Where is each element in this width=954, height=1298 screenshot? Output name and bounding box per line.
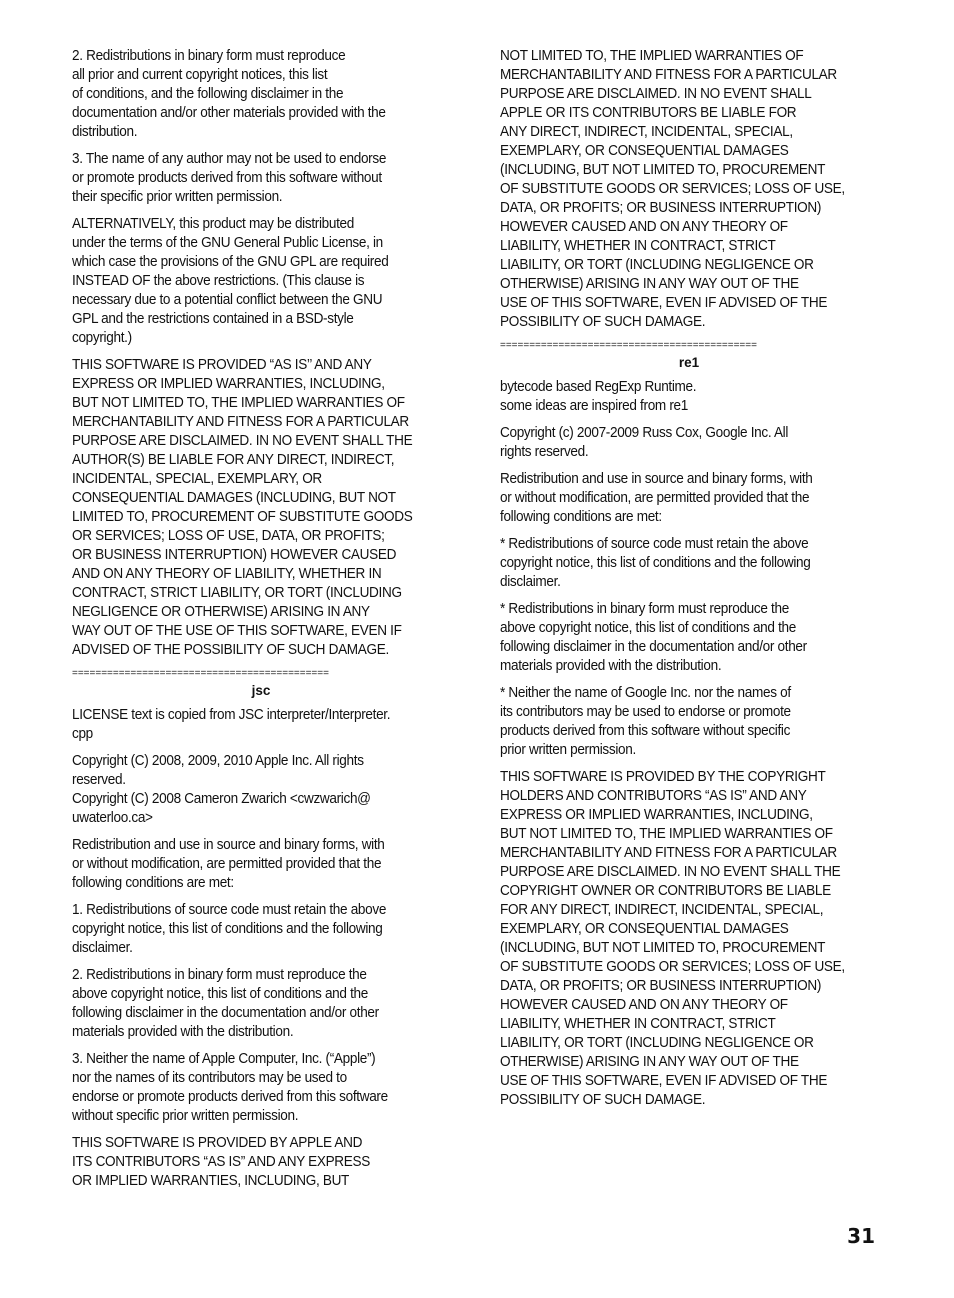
paragraph: * Redistributions in binary form must reproduce the above copyright notice, this list of conditions and the following disclaimer in the documentation and/or other materials provided with the distribution. [500,601,807,674]
paragraph: LICENSE text is copied from JSC interpreter/Interpreter. cpp [72,707,391,742]
paragraph: NOT LIMITED TO, THE IMPLIED WARRANTIES OF MERCHANTABILITY AND FITNESS FOR A PARTICULAR PURPOSE ARE DISCLAIMED. IN NO EVENT SHALL APPLE OR ITS CONTRIBUTORS BE LIABLE FOR ANY DIRECT, INDIRECT, INCIDENTAL, SPECIAL, EXEMPLARY, OR CONSEQUENTIAL DAMAGES (INCLUDING, BUT NOT LIMITED TO, PROCUREMENT OF SUBSTITUTE GOODS OR SERVICES; LOSS OF USE, DATA, OR PROFITS; OR BUSINESS INTERRUPTION) HOWEVER CAUSED AND ON ANY THEORY OF LIABILITY, WHETHER IN CONTRACT, STRICT LIABILITY, OR TORT (INCLUDING NEGLIGENCE OR OTHERWISE) ARISING IN ANY WAY OUT OF THE USE OF THIS SOFTWARE, EVEN IF ADVISED OF THE POSSIBILITY OF SUCH DAMAGE. [500,48,845,330]
paragraph: Redistribution and use in source and binary forms, with or without modification, are permitted provided that the following conditions are met: [72,837,385,891]
paragraph: 3. Neither the name of Apple Computer, Inc. (“Apple”) nor the names of its contributors may be used to endorse or promote products derived from this software without specific prior written permission. [72,1051,388,1124]
paragraph: 1. Redistributions of source code must retain the above copyright notice, this list of conditions and the following disclaimer. [72,902,387,956]
paragraph: bytecode based RegExp Runtime. some ideas are inspired from re1 [500,379,697,414]
section-title-jsc: jsc [251,683,271,698]
paragraph: * Redistributions of source code must retain the above copyright notice, this list of conditions and the following disclaimer. [500,536,811,590]
left-text-block-b [72,706,450,1191]
paragraph: Copyright (c) 2007-2009 Russ Cox, Google Inc. All rights reserved. [500,425,789,460]
paragraph: 2. Redistributions in binary form must reproduce all prior and current copyright notices, this list of conditions, and the following disclaimer in the documentation and/or other materials provided with the distribution. [72,48,386,140]
paragraph: THIS SOFTWARE IS PROVIDED BY APPLE AND ITS CONTRIBUTORS “AS IS” AND ANY EXPRESS OR IMPLIED WARRANTIES, INCLUDING, BUT [72,1135,370,1189]
left-text-block-a [72,47,450,660]
paragraph: 3. The name of any author may not be used to endorse or promote products derived from this software without their specific prior written permission. [72,151,387,205]
paragraph: THIS SOFTWARE IS PROVIDED BY THE COPYRIGHT HOLDERS AND CONTRIBUTORS “AS IS” AND ANY EXPRESS OR IMPLIED WARRANTIES, INCLUDING, BUT NOT LIMITED TO, THE IMPLIED WARRANTIES OF MERCHANTABILITY AND FITNESS FOR A PARTICULAR PURPOSE ARE DISCLAIMED. IN NO EVENT SHALL THE COPYRIGHT OWNER OR CONTRIBUTORS BE LIABLE FOR ANY DIRECT, INDIRECT, INCIDENTAL, SPECIAL, EXEMPLARY, OR CONSEQUENTIAL DAMAGES (INCLUDING, BUT NOT LIMITED TO, PROCUREMENT OF SUBSTITUTE GOODS OR SERVICES; LOSS OF USE, DATA, OR PROFITS; OR BUSINESS INTERRUPTION) HOWEVER CAUSED AND ON ANY THEORY OF LIABILITY, WHETHER IN CONTRACT, STRICT LIABILITY, OR TORT (INCLUDING NEGLIGENCE OR OTHERWISE) ARISING IN ANY WAY OUT OF THE USE OF THIS SOFTWARE, EVEN IF ADVISED OF THE POSSIBILITY OF SUCH DAMAGE. [500,769,845,1108]
page-number: 31 [847,1224,875,1248]
paragraph: 2. Redistributions in binary form must reproduce the above copyright notice, this list of conditions and the following disclaimer in the documentation and/or other materials provided with the distribution. [72,967,379,1040]
section-separator: ============================================ [500,340,757,351]
paragraph: * Neither the name of Google Inc. nor the names of its contributors may be used to endorse or promote products derived from this software without specific prior written permission. [500,685,791,758]
paragraph: Copyright (C) 2008, 2009, 2010 Apple Inc. All rights reserved. Copyright (C) 2008 Cameron Zwarich <cwzwarich@ uwaterloo.ca> [72,753,371,826]
right-text-block-a [500,47,878,332]
right-text-block-b [500,378,878,1110]
paragraph: Redistribution and use in source and binary forms, with or without modification, are permitted provided that the following conditions are met: [500,471,813,525]
left-column [72,47,450,1199]
section-separator: ============================================ [72,668,329,679]
paragraph: THIS SOFTWARE IS PROVIDED “AS IS’’ AND ANY EXPRESS OR IMPLIED WARRANTIES, INCLUDING, BUT NOT LIMITED TO, THE IMPLIED WARRANTIES OF MERCHANTABILITY AND FITNESS FOR A PARTICULAR PURPOSE ARE DISCLAIMED. IN NO EVENT SHALL THE AUTHOR(S) BE LIABLE FOR ANY DIRECT, INDIRECT, INCIDENTAL, SPECIAL, EXEMPLARY, OR CONSEQUENTIAL DAMAGES (INCLUDING, BUT NOT LIMITED TO, PROCUREMENT OF SUBSTITUTE GOODS OR SERVICES; LOSS OF USE, DATA, OR PROFITS; OR BUSINESS INTERRUPTION) HOWEVER CAUSED AND ON ANY THEORY OF LIABILITY, WHETHER IN CONTRACT, STRICT LIABILITY, OR TORT (INCLUDING NEGLIGENCE OR OTHERWISE) ARISING IN ANY WAY OUT OF THE USE OF THIS SOFTWARE, EVEN IF ADVISED OF THE POSSIBILITY OF SUCH DAMAGE. [72,357,413,658]
paragraph: ALTERNATIVELY, this product may be distributed under the terms of the GNU General Public License, in which case the provisions of the GNU GPL are required INSTEAD OF the above restrictions. (This clause is necessary due to a potential conflict between the GNU GPL and the restrictions contained in a BSD-style copyright.) [72,216,389,346]
right-column [500,47,878,1118]
section-title-re1: re1 [678,355,700,370]
